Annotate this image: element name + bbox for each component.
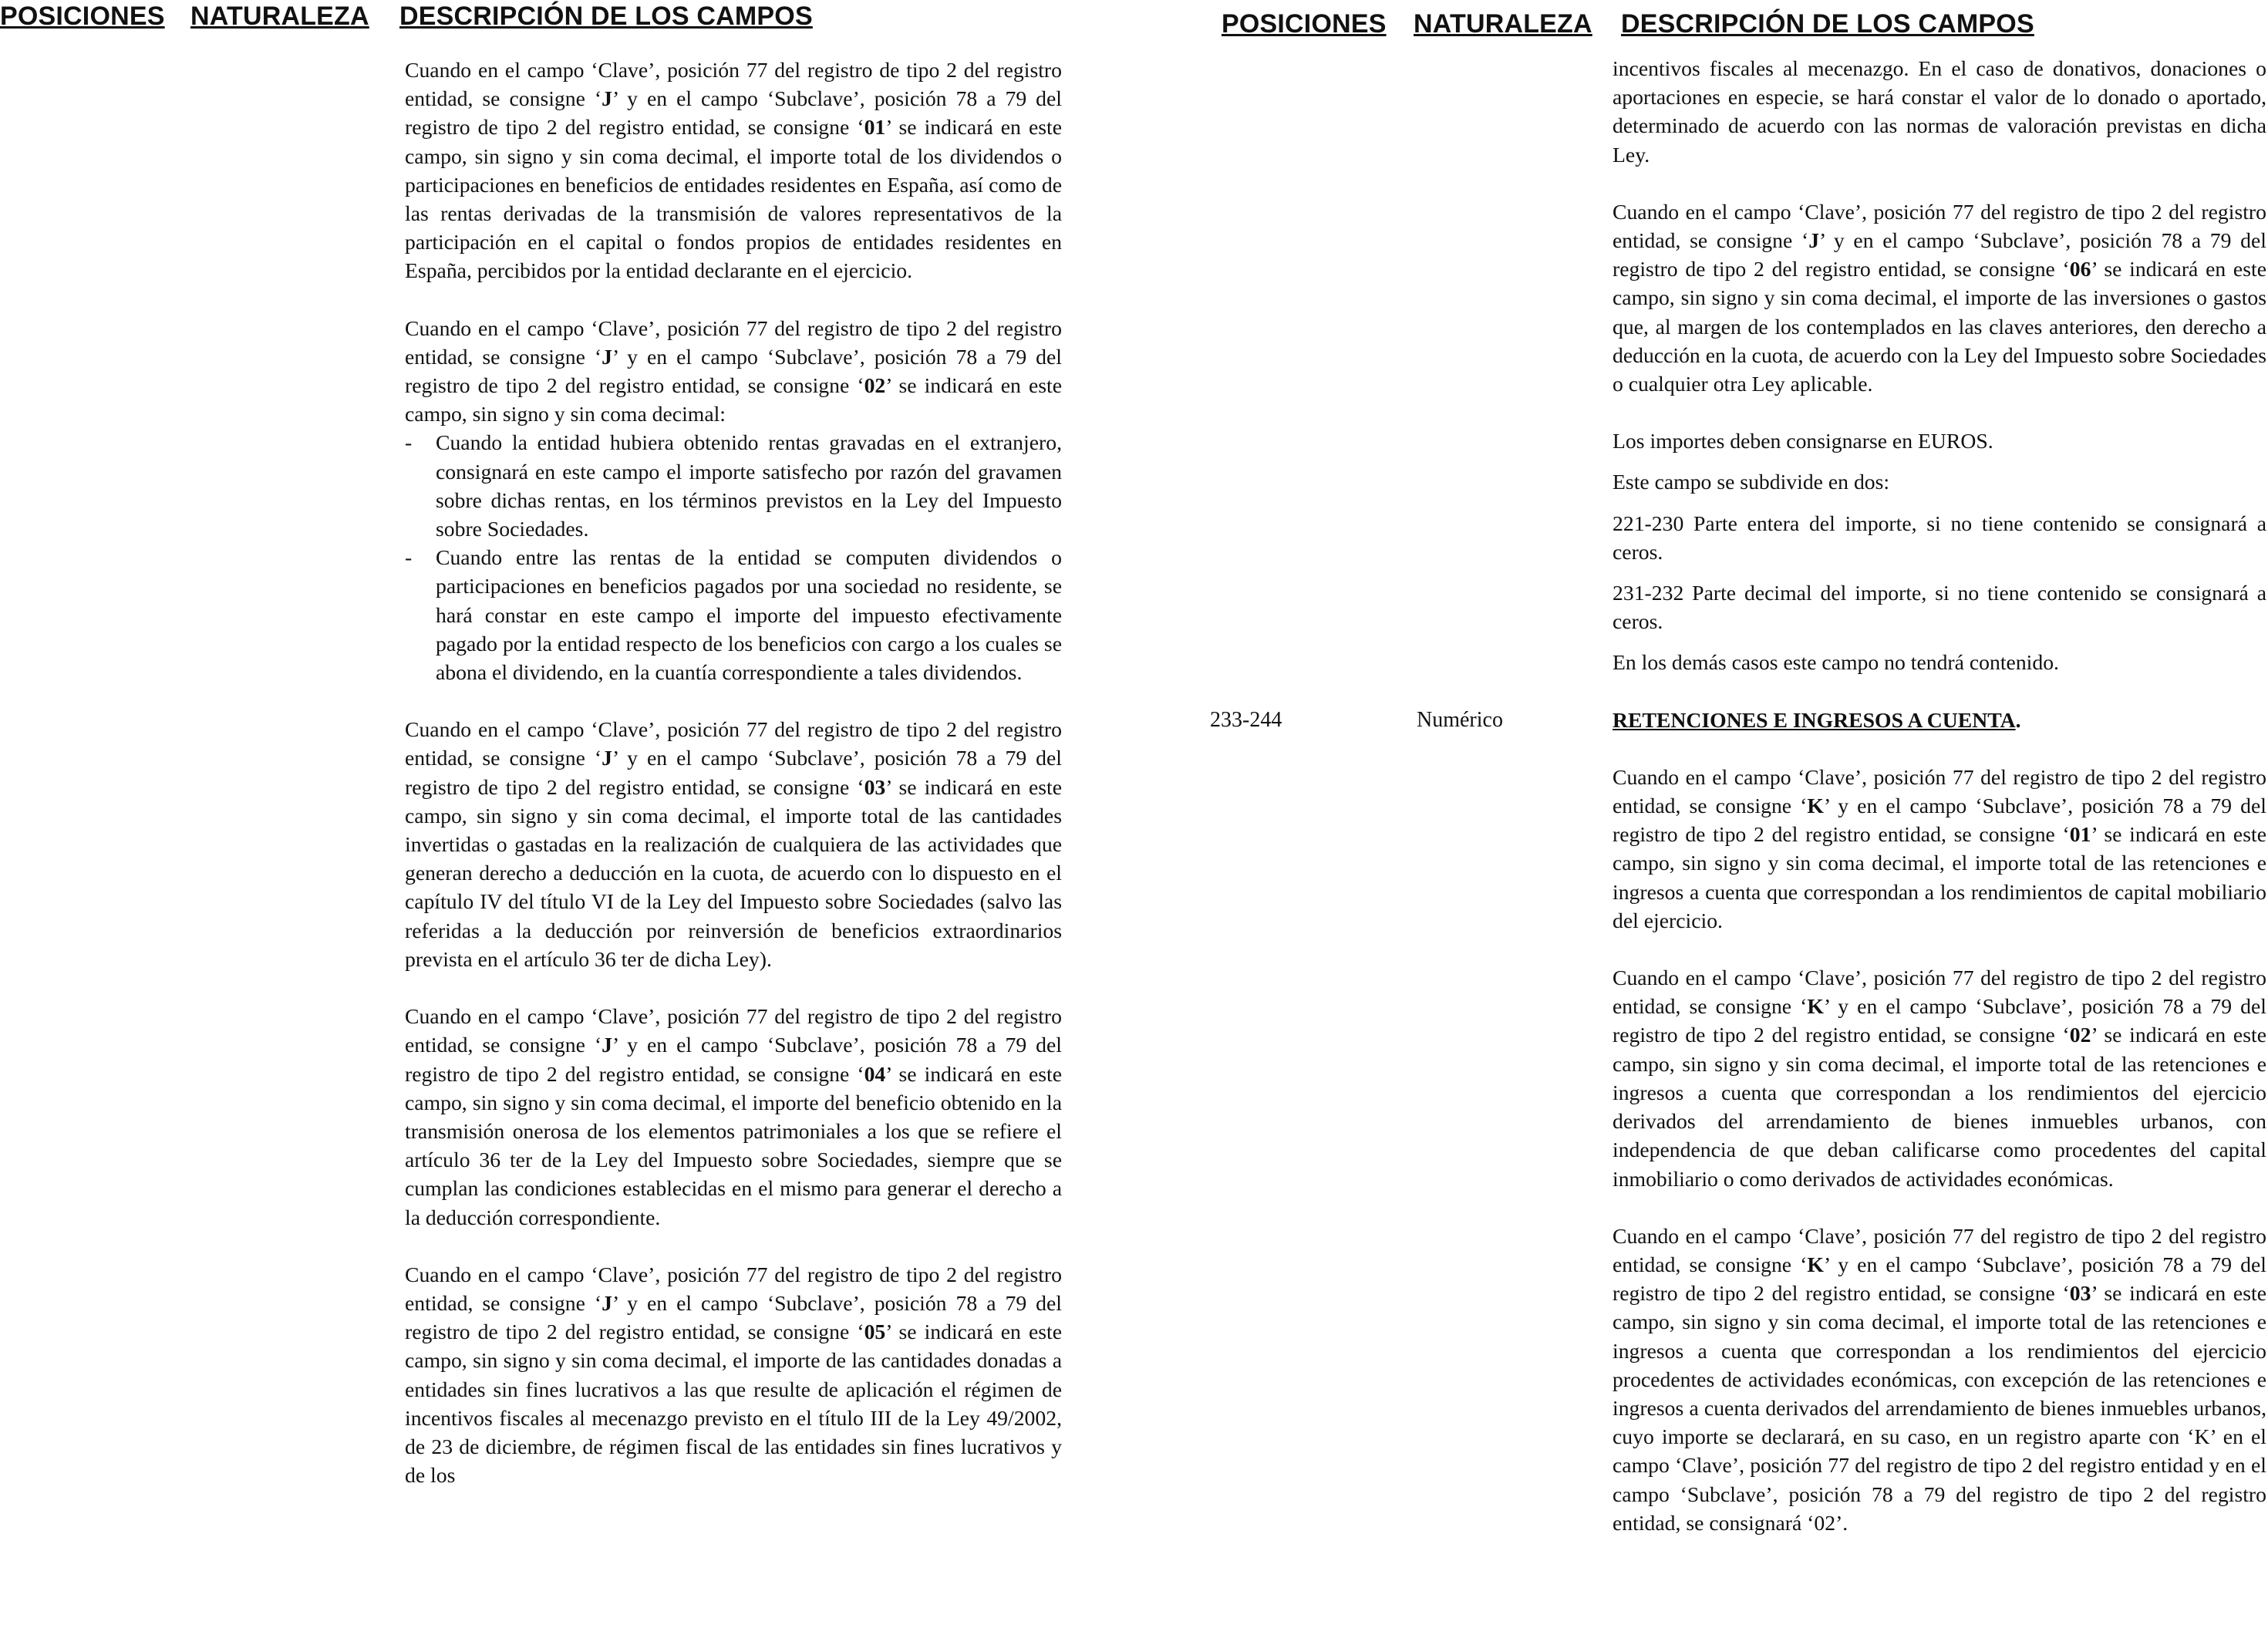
paragraph-j05: Cuando en el campo ‘Clave’, posición 77 del registro de tipo 2 del registro entidad, se consigne ‘J’ y en el campo ‘Subclave’, posición 78 a 79 del registro de tipo 2 del registro entidad, se consigne ‘05’ se indicará en este campo, sin signo y sin coma decimal, el importe de las cantidades donadas a entidades sin fines lucrativos a las que resulte de aplicación el régimen de incentivos fiscales al mecenazgo previsto en el título III de la Ley 49/2002, de 23 de diciembre, de régimen fiscal de las entidades sin fines lucrativos y de los [405,1262,1062,1488]
field-title: RETENCIONES E INGRESOS A CUENTA. [1613,707,2021,732]
paragraph-k02: Cuando en el campo ‘Clave’, posición 77 del registro de tipo 2 del registro entidad, se consigne ‘K’ y en el campo ‘Subclave’, posición 78 a 79 del registro de tipo 2 del registro entidad, se consigne ‘02’ se indicará en este campo, sin signo y sin coma decimal, el importe total de las retenciones e ingresos a cuenta que correspondan a los rendimientos del ejercicio derivados del arrendamiento de bienes inmuebles urbanos, con independencia de que deban calificarse como procedentes del capital inmobiliario o como derivados de actividades económicas. [1613,966,2266,1191]
description-column [405,56,1062,1489]
paragraph-subfield-decimal: 231-232 Parte decimal del importe, si no tiene contenido se consignará a ceros. [1613,581,2266,634]
list-item: - Cuando la entidad hubiera obtenido rentas gravadas en el extranjero, consignará en este campo el importe satisfecho por razón del gravamen sobre dichas rentas, en los términos previstos en la Ley del Impuesto sobre Sociedades. [405,428,1062,543]
header-naturaleza: NATURALEZA [190,2,369,31]
paragraph-k03: Cuando en el campo ‘Clave’, posición 77 del registro de tipo 2 del registro entidad, se consigne ‘K’ y en el campo ‘Subclave’, posición 78 a 79 del registro de tipo 2 del registro entidad, se consigne ‘03’ se indicará en este campo, sin signo y sin coma decimal, el importe total de las retenciones e ingresos a cuenta que correspondan a los rendimientos del ejercicio procedentes de actividades económicas, con excepción de las retenciones e ingresos a cuenta derivados del arrendamiento de bienes inmuebles urbanos, cuyo importe se declarará, en su caso, en un registro aparte con ‘K’ en el campo ‘Clave’, posición 77 del registro de tipo 2 del registro entidad y en el campo ‘Subclave’, posición 78 a 79 del registro de tipo 2 del registro entidad, se consignará ‘02’. [1613,1223,2266,1535]
paragraph-demas-casos: En los demás casos este campo no tendrá contenido. [1613,650,2059,675]
field-position: 233-244 [1210,707,1282,732]
paragraph-continuation: incentivos fiscales al mecenazgo. En el caso de donativos, donaciones o aportaciones en especie, se hará constar el valor de lo donado o aportado, determinado de acuerdo con las normas de valoración previstas en dicha Ley. [1613,56,2266,167]
paragraph-subdivide: Este campo se subdivide en dos: [1613,470,1890,494]
right-page [1211,0,2268,1635]
paragraph-k01: Cuando en el campo ‘Clave’, posición 77 del registro de tipo 2 del registro entidad, se consigne ‘K’ y en el campo ‘Subclave’, posición 78 a 79 del registro de tipo 2 del registro entidad, se consigne ‘01’ se indicará en este campo, sin signo y sin coma decimal, el importe total de las retenciones e ingresos a cuenta que correspondan a los rendimientos de capital mobiliario del ejercicio. [1613,764,2266,932]
paragraph-j01: Cuando en el campo ‘Clave’, posición 77 del registro de tipo 2 del registro entidad, se consigne ‘J’ y en el campo ‘Subclave’, posición 78 a 79 del registro de tipo 2 del registro entidad, se consigne ‘01’ se indicará en este campo, sin signo y sin coma decimal, el importe total de los dividendos o participaciones en beneficios de entidades residentes en España, así como de las rentas derivadas de la transmisión de valores representativos de la participación en el capital o fondos propios de entidades residentes en España, percibidos por la entidad declarante en el ejercicio. [405,58,1062,283]
paragraph-j04: Cuando en el campo ‘Clave’, posición 77 del registro de tipo 2 del registro entidad, se consigne ‘J’ y en el campo ‘Subclave’, posición 78 a 79 del registro de tipo 2 del registro entidad, se consigne ‘04’ se indicará en este campo, sin signo y sin coma decimal, el importe del beneficio obtenido en la transmisión onerosa de los elementos patrimoniales a los que se refiere el artículo 36 ter de la Ley del Impuesto sobre Sociedades, siempre que se cumplan las condiciones establecidas en el mismo para generar el derecho a la deducción correspondiente. [405,1004,1062,1229]
header-naturaleza: NATURALEZA [1414,9,1592,39]
paragraph-j02: Cuando en el campo ‘Clave’, posición 77 del registro de tipo 2 del registro entidad, se consigne ‘J’ y en el campo ‘Subclave’, posición 78 a 79 del registro de tipo 2 del registro entidad, se consigne ‘02’ se indicará en este campo, sin signo y sin coma decimal: [405,315,1062,426]
paragraph-j06: Cuando en el campo ‘Clave’, posición 77 del registro de tipo 2 del registro entidad, se consigne ‘J’ y en el campo ‘Subclave’, posición 78 a 79 del registro de tipo 2 del registro entidad, se consigne ‘06’ se indicará en este campo, sin signo y sin coma decimal, el importe de las inversiones o gastos que, al margen de los contemplados en las claves anteriores, den derecho a deducción en la cuota, de acuerdo con la Ley del Impuesto sobre Sociedades o cualquier otra Ley aplicable. [1613,199,2266,396]
paragraph-j03: Cuando en el campo ‘Clave’, posición 77 del registro de tipo 2 del registro entidad, se consigne ‘J’ y en el campo ‘Subclave’, posición 78 a 79 del registro de tipo 2 del registro entidad, se consigne ‘03’ se indicará en este campo, sin signo y sin coma decimal, el importe total de las cantidades invertidas o gastadas en la realización de cualquiera de las actividades que generan derecho a deducción en la cuota, de acuerdo con lo dispuesto en el capítulo IV del título VI de la Ley del Impuesto sobre Sociedades (salvo las referidas a la deducción por reinversión de beneficios extraordinarios prevista en el artículo 36 ter de dicha Ley). [405,717,1062,971]
header-descripcion: DESCRIPCIÓN DE LOS CAMPOS [399,2,813,31]
bullet-list [405,428,1062,686]
field-type: Numérico [1417,707,1503,732]
paragraph-subfield-entera: 221-230 Parte entera del importe, si no tiene contenido se consignará a ceros. [1613,511,2266,564]
left-page [0,0,1080,1635]
header-descripcion: DESCRIPCIÓN DE LOS CAMPOS [1621,9,2034,39]
header-posiciones: POSICIONES [0,2,165,31]
header-posiciones: POSICIONES [1222,9,1387,39]
paragraph-euros: Los importes deben consignarse en EUROS. [1613,429,1993,453]
description-column [1210,54,2266,1537]
field-row [1210,706,2266,734]
list-item: - Cuando entre las rentas de la entidad se computen dividendos o participaciones en beneficios pagados por una sociedad no residente, se hará constar en este campo el importe del impuesto efectivamente pagado por la entidad respecto de los beneficios con cargo a los cuales se abona el dividendo, en la cuantía correspondiente a tales dividendos. [405,543,1062,686]
